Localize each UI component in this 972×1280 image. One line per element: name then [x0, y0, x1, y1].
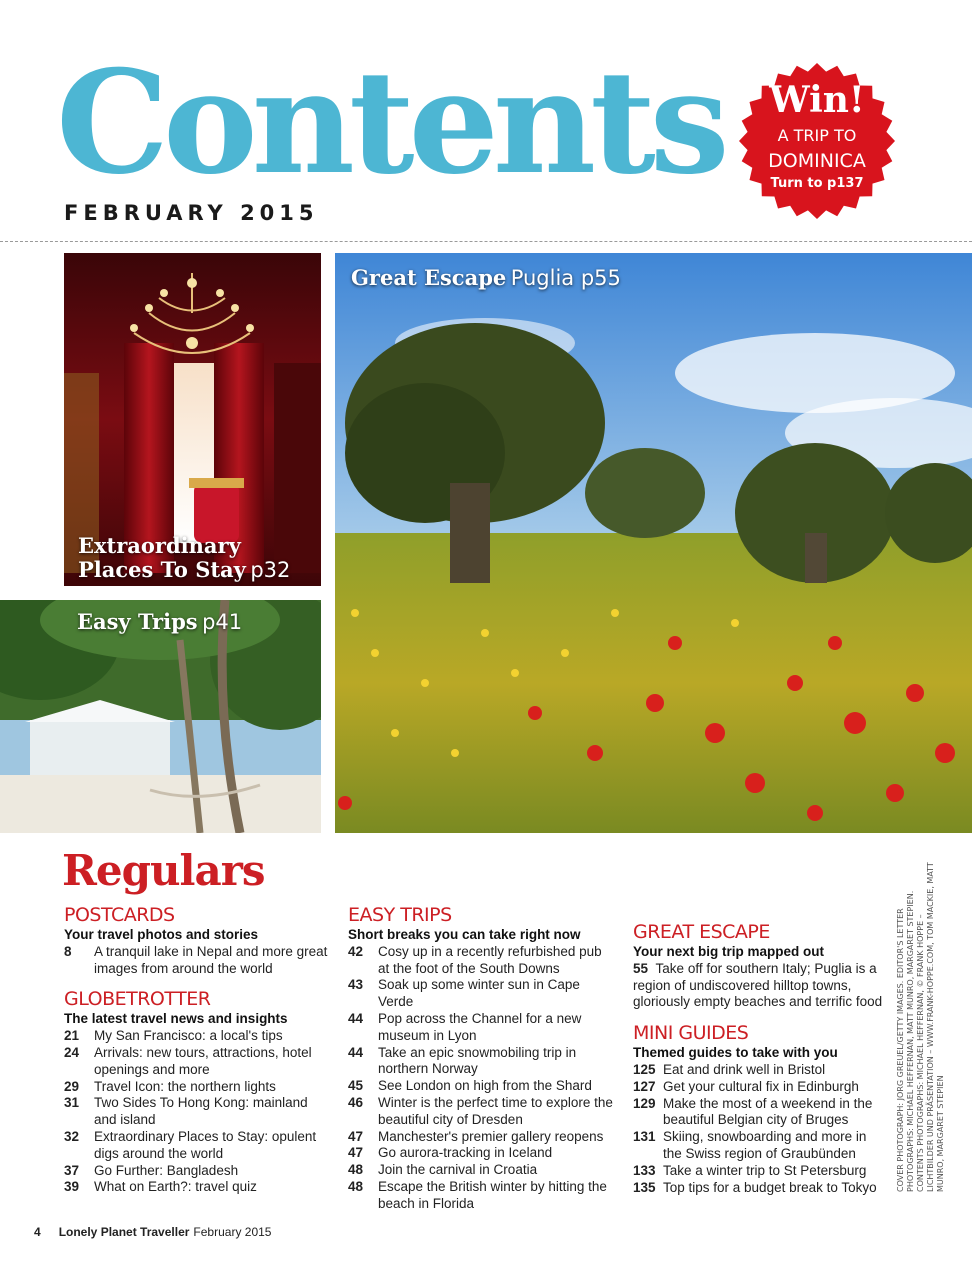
footer-issue: February 2015 — [193, 1225, 272, 1239]
easy-trips-item[interactable] — [348, 1162, 616, 1179]
entry-text: A tranquil lake in Nepal and more great images from around the world — [94, 943, 328, 976]
mini-guides-item[interactable] — [633, 1163, 885, 1180]
section-heading-great-escape: GREAT ESCAPE — [633, 921, 770, 943]
feature-photo-places-to-stay[interactable] — [64, 253, 321, 586]
page-number-ref: 43 — [348, 977, 364, 993]
section-subheading: The latest travel news and insights — [64, 1011, 288, 1027]
win-badge[interactable] — [738, 62, 896, 220]
page-number-ref: 133 — [633, 1162, 656, 1178]
easy-trips-item[interactable] — [348, 1011, 616, 1045]
page-title: Contents — [56, 40, 724, 206]
easy-trips-item[interactable] — [348, 1045, 616, 1079]
entry-text: Arrivals: new tours, attractions, hotel openings and more — [94, 1044, 312, 1077]
mini-guides-item[interactable] — [633, 1079, 885, 1096]
easy-trips-item[interactable] — [348, 1129, 616, 1146]
easy-trips-item[interactable] — [348, 944, 616, 978]
win-line-1: A TRIP TO — [777, 126, 857, 145]
column-1 — [64, 904, 332, 1196]
mini-guides-item[interactable] — [633, 1129, 885, 1163]
win-line-3: Turn to p137 — [770, 176, 864, 191]
entry-text: Go Further: Bangladesh — [94, 1162, 239, 1178]
entry-text: Skiing, snowboarding and more in the Swiss region of Graubünden — [663, 1129, 867, 1161]
entry-text: Extraordinary Places to Stay: opulent digs around the world — [94, 1128, 317, 1161]
entry-text: Eat and drink well in Bristol — [663, 1061, 826, 1077]
mini-guides-item[interactable] — [633, 1180, 885, 1197]
page-number-ref: 44 — [348, 1044, 364, 1060]
entry-text: Soak up some winter sun in Cape Verde — [378, 977, 580, 1010]
entry-text: Get your cultural fix in Edinburgh — [663, 1078, 859, 1094]
page-number-ref: 37 — [64, 1162, 80, 1178]
section-subheading: Your travel photos and stories — [64, 927, 259, 942]
section-subheading: Short breaks you can take right now — [348, 927, 581, 942]
entry-text: Make the most of a weekend in the beautiful Belgian city of Bruges — [663, 1095, 873, 1128]
page-number-ref: 44 — [348, 1010, 364, 1026]
page-number-ref: 21 — [64, 1028, 80, 1044]
entry-text: Two Sides To Hong Kong: mainland and island — [94, 1095, 308, 1128]
postcards-item[interactable] — [64, 944, 332, 978]
entry-text: Manchester's premier gallery reopens — [378, 1128, 604, 1144]
section-heading-mini-guides: MINI GUIDES — [633, 1022, 749, 1045]
win-headline: Win! — [769, 79, 865, 121]
globetrotter-item[interactable] — [64, 1163, 332, 1180]
page-number-ref: 32 — [64, 1128, 80, 1144]
page-number-ref: 48 — [348, 1162, 364, 1178]
page-number-ref: 45 — [348, 1078, 364, 1094]
mini-guides-item[interactable] — [633, 1096, 885, 1130]
feature-photo-great-escape[interactable] — [335, 253, 972, 833]
entry-text: Take an epic snowmobiling trip in northern Norway — [378, 1044, 577, 1077]
easy-trips-item[interactable] — [348, 1145, 616, 1162]
entry-text: Winter is the perfect time to explore the beautiful city of Dresden — [378, 1094, 613, 1127]
feature-photo-easy-trips[interactable] — [0, 600, 321, 833]
photo-credits-text: COVER PHOTOGRAPH: JORG GREUEL/GETTY IMAGES. EDITOR'S LETTER PHOTOGRAPHS: MICHAEL HEFFERNAN, MATT MUNRO, MARGARET STEPIEN. CONTENTS PHOTOGRAPHS: MICHAEL HEFFERNAN, © FRANK HOPPE – LICHTBILDER UND PRÄSENTATION – WWW.FRANK-HOPPE.COM, TOM MACKIE, MATT MUNRO, MARGARET STEPIEN — [896, 862, 945, 1192]
globetrotter-item[interactable] — [64, 1045, 332, 1079]
dashed-divider — [0, 241, 972, 242]
feature-label-great-escape: Great Escape Puglia p55 — [351, 265, 621, 290]
page-number: 4 — [34, 1225, 41, 1239]
entry-text: See London on high from the Shard — [378, 1078, 592, 1094]
puglia-field-image — [335, 253, 972, 833]
page-number-ref: 39 — [64, 1179, 80, 1195]
section-subheading: Your next big trip mapped out — [633, 944, 824, 959]
column-3 — [633, 921, 885, 1196]
win-line-2: DOMINICA — [768, 150, 866, 172]
regulars-heading: Regulars — [62, 846, 265, 895]
easy-trips-item[interactable] — [348, 1179, 616, 1213]
magazine-name: Lonely Planet Traveller — [58, 1225, 190, 1239]
easy-trips-item[interactable] — [348, 1095, 616, 1129]
entry-text: Take a winter trip to St Petersburg — [663, 1162, 867, 1178]
page-number-ref: 47 — [348, 1128, 364, 1144]
entry-text: Travel Icon: the northern lights — [94, 1078, 276, 1094]
page-number-ref: 42 — [348, 943, 364, 959]
globetrotter-item[interactable] — [64, 1129, 332, 1163]
page-footer — [34, 1225, 271, 1239]
page-number-ref: 48 — [348, 1178, 364, 1194]
photo-credits — [896, 862, 945, 1192]
page-number-ref: 46 — [348, 1094, 364, 1110]
page-number-ref: 8 — [64, 943, 72, 959]
section-heading-easy-trips: EASY TRIPS — [348, 904, 452, 926]
issue-date: FEBRUARY 2015 — [64, 201, 319, 225]
mini-guides-item[interactable] — [633, 1062, 885, 1079]
entry-text: Go aurora-tracking in Iceland — [378, 1145, 553, 1161]
page-number-ref: 135 — [633, 1179, 656, 1195]
globetrotter-item[interactable] — [64, 1079, 332, 1096]
great-escape-lead[interactable]: 55 Take off for southern Italy; Puglia is a region of undiscovered hilltop towns, gloriously empty beaches and terrific food — [633, 960, 883, 1010]
feature-label-places-to-stay: Extraordinary Places To Stay p32 — [78, 533, 291, 582]
globetrotter-item[interactable] — [64, 1179, 332, 1196]
entry-text: Top tips for a budget break to Tokyo — [663, 1179, 877, 1195]
page-number-ref: 29 — [64, 1078, 80, 1094]
feature-label-easy-trips: Easy Trips p41 — [77, 609, 243, 634]
globetrotter-item[interactable] — [64, 1095, 332, 1129]
page-number-ref: 131 — [633, 1129, 656, 1145]
page-number-ref: 125 — [633, 1061, 656, 1077]
section-heading-postcards: POSTCARDS — [64, 904, 175, 926]
page-number-ref: 31 — [64, 1095, 80, 1111]
entry-text: My San Francisco: a local's tips — [94, 1028, 283, 1044]
page-number-ref: 24 — [64, 1044, 80, 1060]
section-subheading: Themed guides to take with you — [633, 1045, 838, 1061]
page-number-ref: 47 — [348, 1145, 364, 1161]
page-number-ref: 129 — [633, 1095, 656, 1111]
page-number-ref: 127 — [633, 1078, 656, 1094]
globetrotter-item[interactable] — [64, 1028, 332, 1045]
entry-text: Escape the British winter by hitting the beach in Florida — [378, 1178, 607, 1211]
section-heading-globetrotter: GLOBETROTTER — [64, 988, 211, 1011]
column-2 — [348, 904, 616, 1213]
entry-text: Pop across the Channel for a new museum in Lyon — [378, 1010, 582, 1043]
entry-text: Join the carnival in Croatia — [378, 1162, 538, 1178]
easy-trips-item[interactable] — [348, 1078, 616, 1095]
entry-text: What on Earth?: travel quiz — [94, 1179, 257, 1195]
entry-text: Cosy up in a recently refurbished pub at the foot of the South Downs — [378, 943, 602, 976]
easy-trips-item[interactable] — [348, 977, 616, 1011]
